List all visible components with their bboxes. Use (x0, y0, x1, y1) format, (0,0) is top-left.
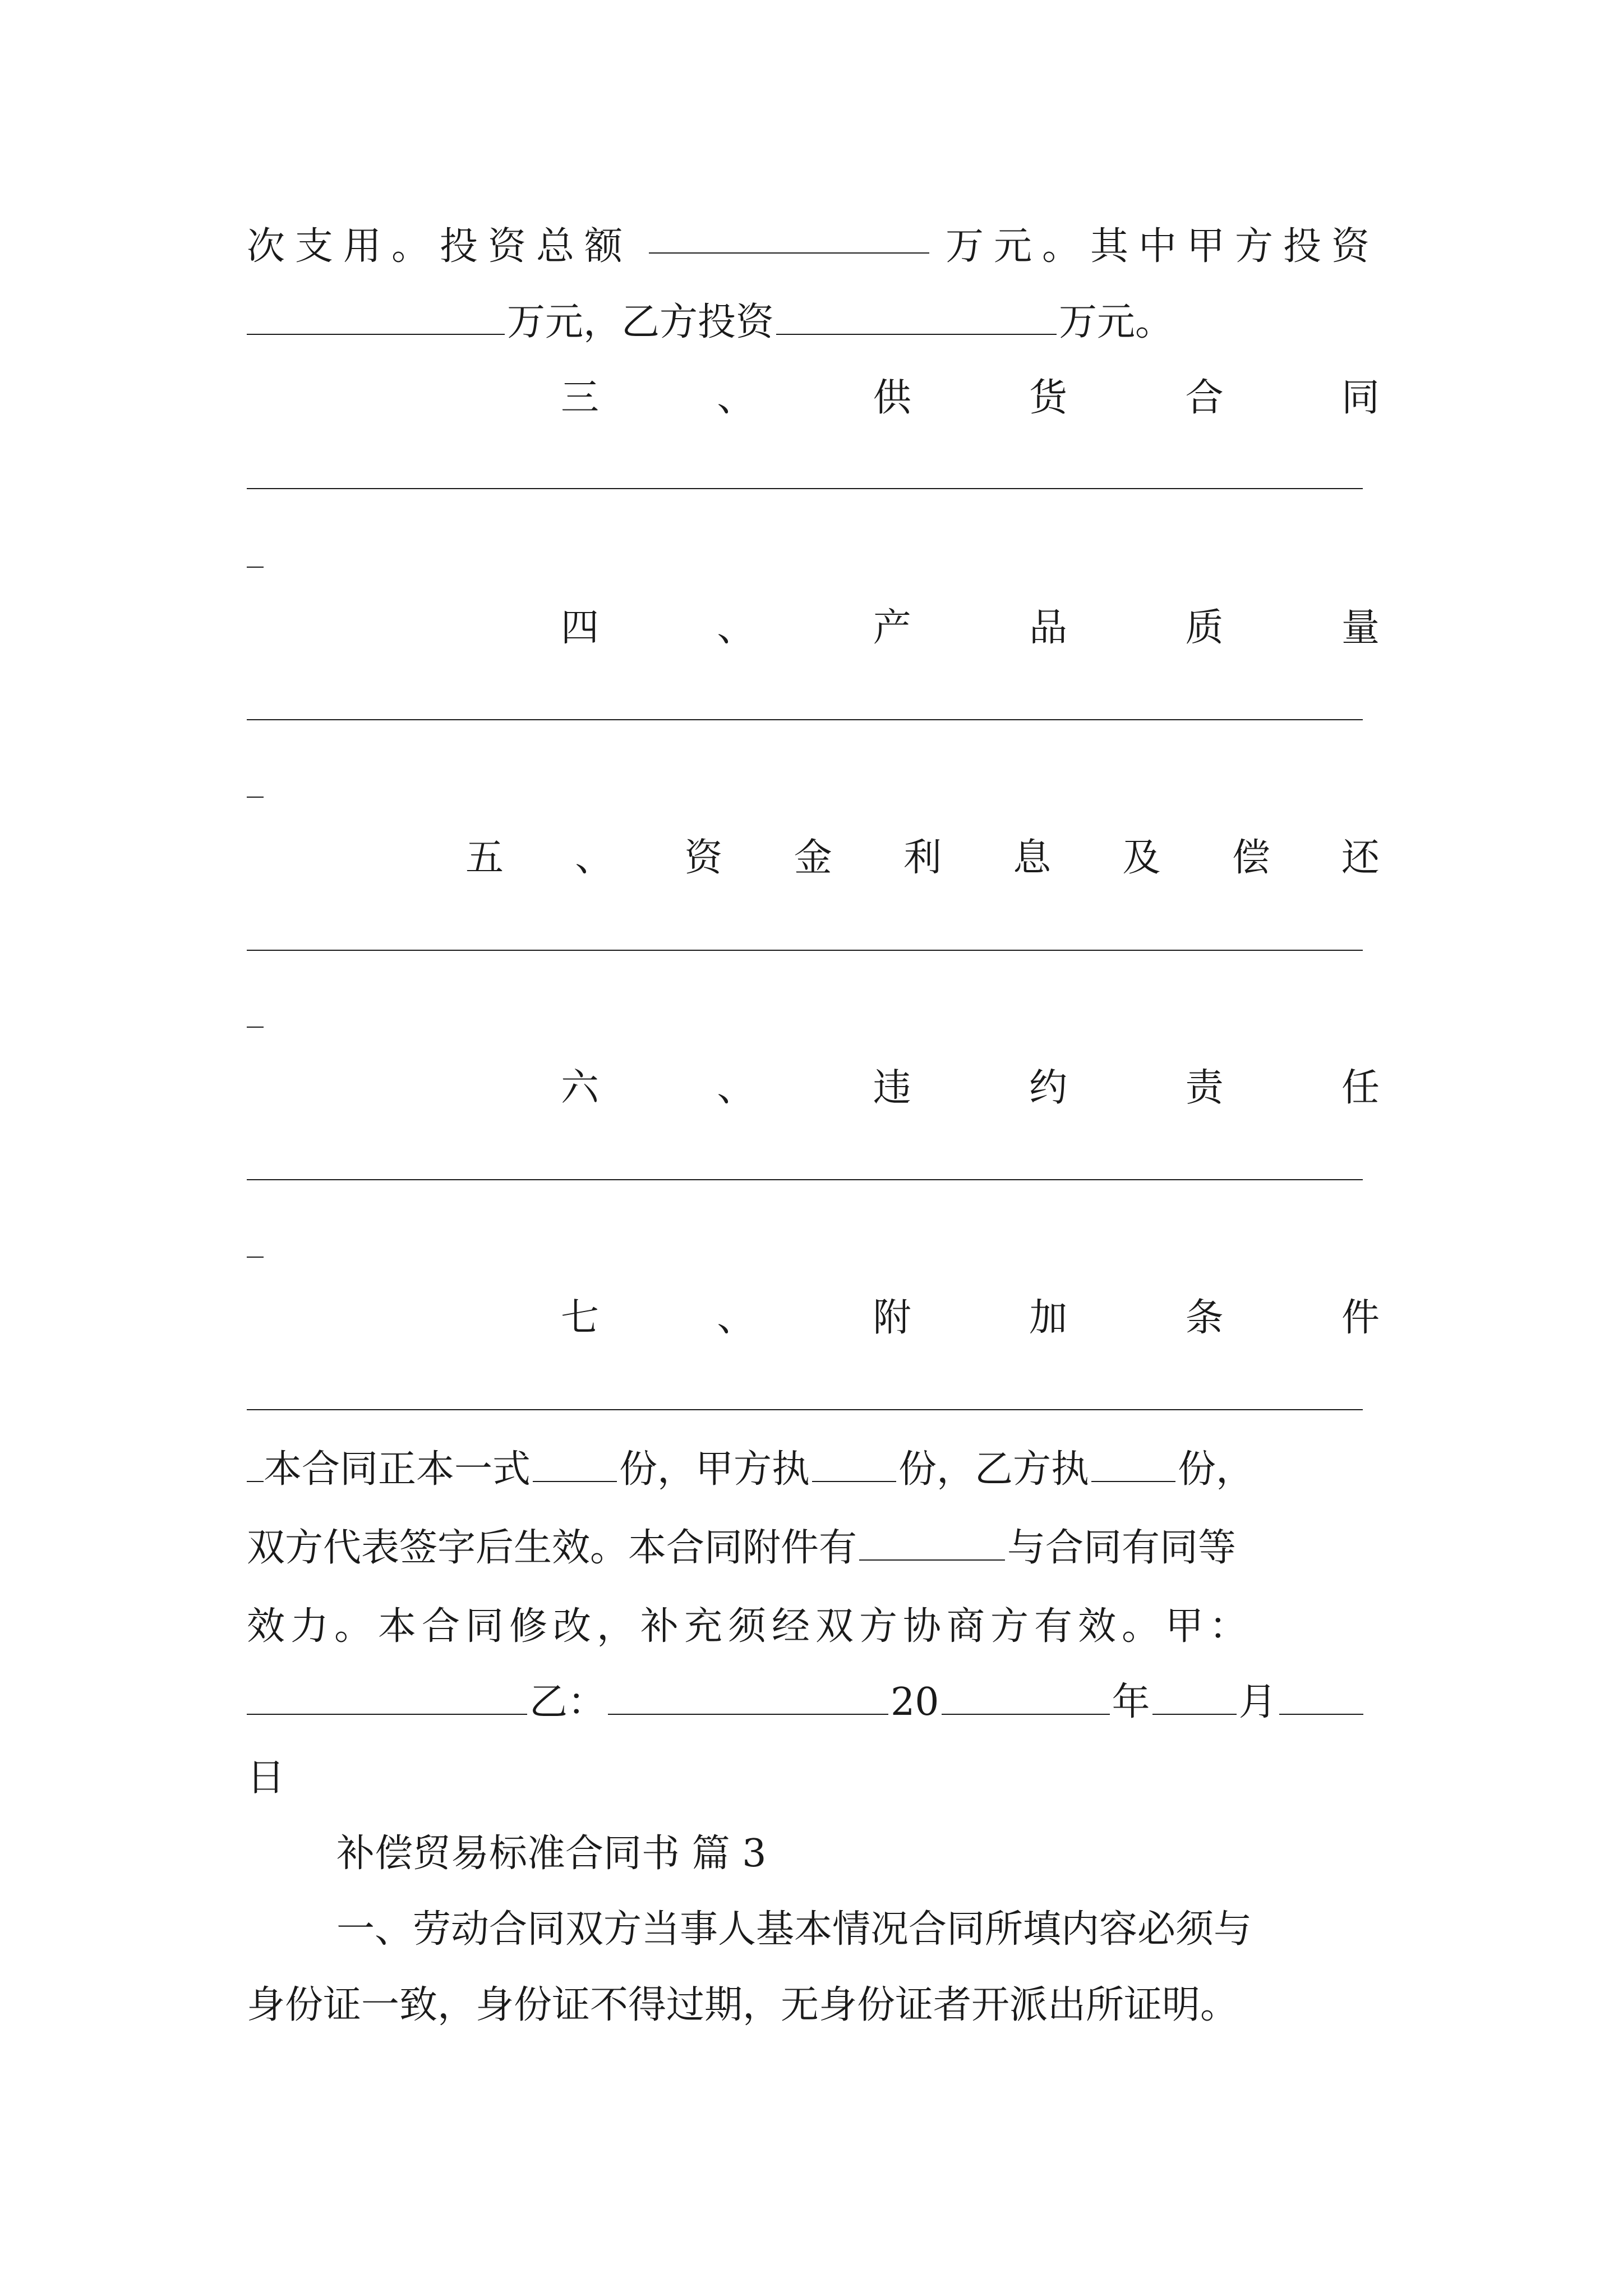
month-blank (1152, 1680, 1237, 1715)
blank-field (533, 1447, 617, 1482)
heading-char: 条 (1185, 1296, 1224, 1340)
heading-char: 件 (1341, 1296, 1380, 1340)
heading-char: 货 (1029, 376, 1068, 420)
heading-char: 及 (1122, 836, 1161, 880)
heading-char: 利 (903, 836, 942, 880)
fill-line-stub (247, 1257, 264, 1258)
year-blank (942, 1680, 1110, 1715)
blank-field (812, 1447, 896, 1482)
paragraph-line: 效力。本合同修改，补充须经双方协商方有效。甲： (247, 1604, 1253, 1649)
heading-char: 、 (717, 606, 755, 650)
section-heading (561, 1290, 1380, 1346)
heading-char: 三 (561, 376, 600, 420)
year-label: 年 (1112, 1680, 1150, 1724)
party-a-signature-blank (247, 1680, 527, 1715)
section-heading (561, 600, 1380, 656)
heading-char: 四 (561, 606, 600, 650)
heading-char: 五 (465, 836, 504, 880)
fill-line (247, 1179, 1363, 1180)
paragraph-line (247, 219, 1380, 275)
heading-char: 违 (873, 1066, 911, 1110)
article-title: 补偿贸易标准合同书 篇 3 (336, 1832, 767, 1876)
fill-line (247, 1409, 1363, 1410)
heading-char: 息 (1013, 836, 1052, 880)
section-heading (465, 830, 1380, 886)
heading-char: 量 (1341, 606, 1380, 650)
fill-line-stub (247, 797, 264, 798)
clause-line: 身份证一致，身份证不得过期，无身份证者开派出所证明。 (247, 1983, 1239, 2027)
heading-char: 品 (1029, 606, 1068, 650)
fill-line (247, 488, 1363, 489)
heading-char: 约 (1029, 1066, 1068, 1110)
text-segment: 份，甲方执 (619, 1447, 810, 1492)
text-segment: 本合同正本一式 (264, 1447, 531, 1492)
heading-char: 责 (1185, 1066, 1224, 1110)
blank-field (247, 300, 505, 335)
heading-char: 、 (717, 376, 755, 420)
month-label: 月 (1238, 1680, 1277, 1724)
heading-char: 同 (1341, 376, 1380, 420)
heading-char: 还 (1341, 836, 1380, 880)
text-segment: 万元，乙方投资 (507, 300, 774, 344)
heading-char: 附 (873, 1296, 911, 1340)
fill-line-stub (247, 567, 264, 568)
heading-char: 、 (575, 836, 614, 880)
heading-char: 资 (684, 836, 723, 880)
blank-field (1091, 1447, 1175, 1482)
heading-char: 七 (561, 1296, 600, 1340)
day-label: 日 (247, 1756, 285, 1800)
blank-field (649, 219, 929, 254)
heading-char: 、 (717, 1066, 755, 1110)
text-segment: 次支用。投资总额 (247, 224, 633, 269)
year-prefix: 20 (891, 1680, 939, 1724)
heading-char: 加 (1029, 1296, 1068, 1340)
paragraph-line (247, 1520, 1380, 1576)
heading-char: 偿 (1232, 836, 1270, 880)
fill-line (247, 719, 1363, 720)
section-heading (561, 370, 1380, 426)
text-segment: 与合同有同等 (1007, 1526, 1237, 1570)
text-segment: 万元。 (1059, 300, 1174, 344)
heading-char: 、 (717, 1296, 755, 1340)
heading-char: 合 (1185, 376, 1224, 420)
heading-char: 六 (561, 1066, 600, 1110)
text-segment: 份，乙方执 (898, 1447, 1090, 1492)
heading-char: 任 (1341, 1066, 1380, 1110)
blank-field (247, 1447, 264, 1482)
paragraph-line (247, 295, 1380, 351)
clause-line: 一、劳动合同双方当事人基本情况合同所填内容必须与 (336, 1907, 1252, 1952)
party-b-signature-blank (608, 1680, 888, 1715)
text-segment: 万元。其中甲方投资 (945, 224, 1380, 269)
signature-date-line (247, 1674, 1380, 1731)
text-segment: 份， (1178, 1447, 1255, 1492)
party-b-label: 乙： (529, 1680, 606, 1724)
day-blank (1279, 1680, 1363, 1715)
paragraph-line (247, 1442, 1380, 1498)
blank-field (776, 300, 1057, 335)
fill-line-stub (247, 1027, 264, 1028)
section-heading (561, 1060, 1380, 1116)
heading-char: 质 (1185, 606, 1224, 650)
heading-char: 产 (873, 606, 911, 650)
heading-char: 供 (873, 376, 911, 420)
blank-field (859, 1526, 1005, 1561)
fill-line (247, 950, 1363, 951)
heading-char: 金 (794, 836, 832, 880)
text-segment: 双方代表签字后生效。本合同附件有 (247, 1526, 857, 1570)
